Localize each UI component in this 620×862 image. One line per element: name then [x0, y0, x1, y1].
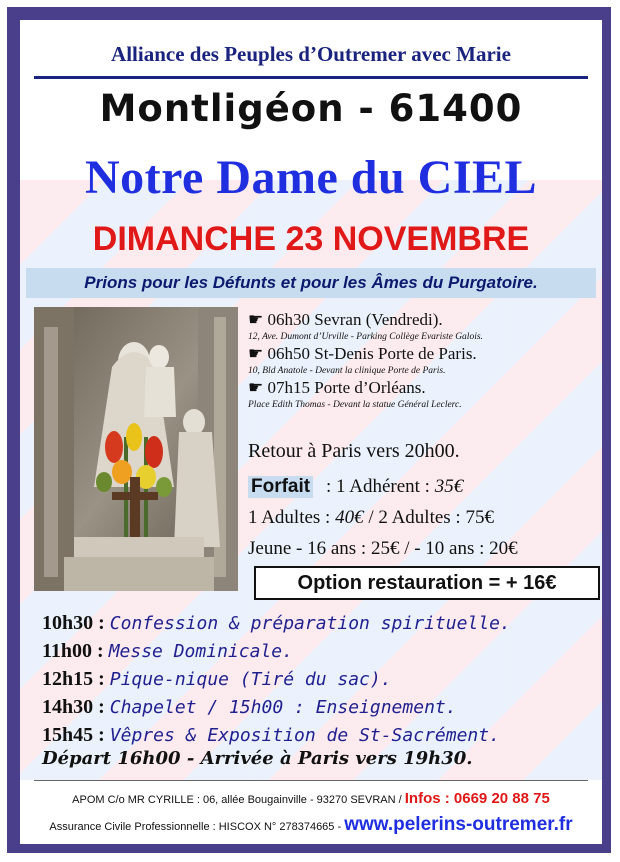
- adherent-amount: 35€: [434, 476, 464, 497]
- adherent-text: : 1 Adhérent :: [326, 476, 435, 497]
- heading-underline: [34, 76, 588, 79]
- footer-phone: Infos : 0669 20 88 75: [404, 790, 550, 807]
- stop-item: [248, 378, 483, 410]
- program-desc: Messe Dominicale.: [108, 641, 293, 662]
- event-date: DIMANCHE 23 NOVEMBRE: [92, 220, 530, 258]
- program-desc: Pique-nique (Tiré du sac).: [109, 669, 392, 690]
- pointing-hand-icon: ☛: [248, 378, 268, 397]
- stop-address: 10, Bld Anatole - Devant la clinique Porte de Paris.: [248, 366, 446, 376]
- stop-address: Place Edith Thomas - Devant la statue Général Leclerc.: [248, 400, 462, 410]
- stop-item: [248, 310, 483, 342]
- adult-prices: [248, 507, 494, 529]
- poster: [20, 20, 602, 844]
- place-heading: Montligéon - 61400: [99, 87, 523, 130]
- adult-one-amount: 40€: [335, 507, 364, 528]
- insurance-text: Assurance Civile Professionnelle : HISCOX N° 278374665 -: [49, 821, 345, 833]
- footer-contact: [20, 790, 602, 808]
- program-time: 10h30: [42, 612, 94, 634]
- prayer-text: Prions pour les Défunts et pour les Âmes du Purgatoire.: [84, 273, 538, 292]
- footer-address: APOM C/o MR CYRILLE : 06, allée Bougainville - 93270 SEVRAN /: [72, 794, 405, 806]
- program-desc: Chapelet / 15h00 : Enseignement.: [109, 697, 457, 718]
- stop-item: [248, 344, 483, 376]
- pointing-hand-icon: ☛: [248, 344, 268, 363]
- return-info: Retour à Paris vers 20h00.: [248, 440, 460, 462]
- program-time: 11h00: [42, 640, 93, 662]
- program-desc: Vêpres & Exposition de St-Sacrément.: [109, 725, 500, 746]
- program-time: 15h45: [42, 724, 94, 746]
- stop-place: St-Denis Porte de Paris.: [314, 344, 477, 363]
- adult-two-text: / 2 Adultes : 75€: [363, 507, 494, 528]
- footer-insurance: [20, 814, 602, 836]
- youth-prices: Jeune - 16 ans : 25€ / - 10 ans : 20€: [248, 538, 518, 559]
- stop-place: Porte d’Orléans.: [314, 378, 426, 397]
- departure-stops: [248, 310, 483, 410]
- stop-time: 07h15: [267, 378, 310, 397]
- program-desc: Confession & préparation spirituelle.: [109, 613, 511, 634]
- program-time: 14h30: [42, 696, 94, 718]
- stop-time: 06h50: [267, 344, 310, 363]
- option-restauration-box: Option restauration = + 16€: [254, 566, 600, 600]
- statue-photo: [34, 307, 238, 591]
- program-time: 12h15: [42, 668, 94, 690]
- program-item: 11h00 : Messe Dominicale.: [42, 640, 293, 662]
- stop-place: Sevran (Vendredi).: [314, 310, 443, 329]
- program-item: 12h15 : Pique-nique (Tiré du sac).: [42, 668, 392, 690]
- departure-arrival: Départ 16h00 - Arrivée à Paris vers 19h30.: [42, 748, 473, 769]
- program-item: 10h30 : Confession & préparation spirituelle.: [42, 612, 511, 634]
- program-item: 15h45 : Vêpres & Exposition de St-Sacrément.: [42, 724, 500, 746]
- website-link[interactable]: www.pelerins-outremer.fr: [344, 814, 573, 835]
- adult-one-text: 1 Adultes :: [248, 507, 336, 528]
- program-item: 14h30 : Chapelet / 15h00 : Enseignement.: [42, 696, 457, 718]
- forfait-label: Forfait: [248, 476, 313, 498]
- poster-frame: [7, 7, 611, 853]
- prayer-banner: [26, 268, 596, 298]
- stop-time: 06h30: [267, 310, 310, 329]
- footer-divider: [34, 780, 588, 781]
- pointing-hand-icon: ☛: [248, 310, 268, 329]
- stop-address: 12, Ave. Dumont d’Urville - Parking Collège Evariste Galois.: [248, 332, 483, 342]
- adherent-price: [326, 476, 463, 498]
- alliance-heading: Alliance des Peuples d’Outremer avec Marie: [111, 42, 511, 66]
- event-title: Notre Dame du CIEL: [84, 151, 538, 204]
